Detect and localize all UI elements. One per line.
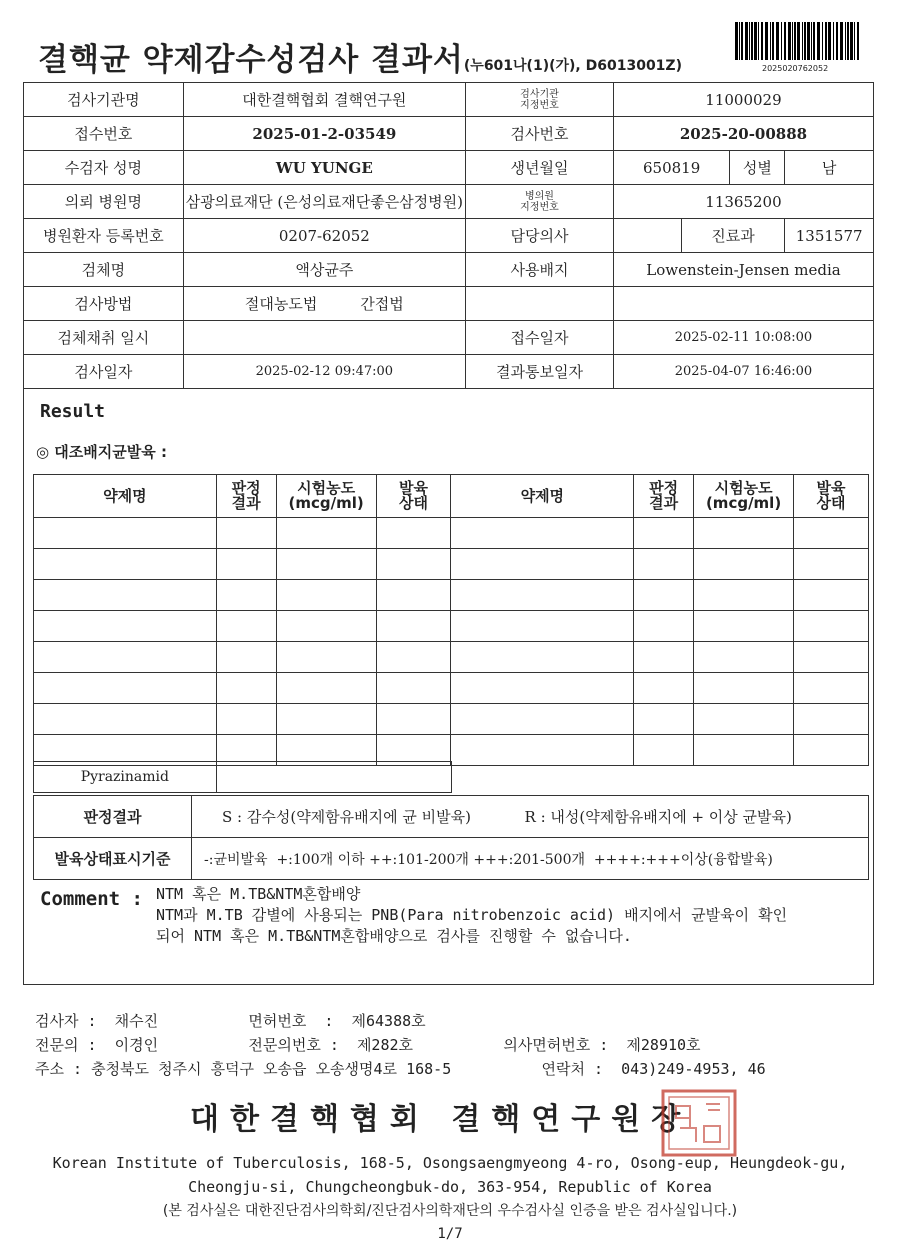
control-medium-label: ◎ 대조배지균발육 : — [36, 443, 167, 461]
label: 담당의사 — [466, 219, 614, 253]
info-row — [24, 355, 874, 389]
label: 검체채취 일시 — [24, 321, 184, 355]
label: 검사방법 — [24, 287, 184, 321]
address-line: 주소 : 충청북도 청주시 흥덕구 오송읍 오송생명4로 168-5 연락처 : 043)249-4953, 46 — [35, 1060, 766, 1078]
table-row — [34, 611, 869, 642]
document-title: 결핵균 약제감수성검사 결과서(누601나(1)(가), D6013001Z) — [38, 42, 682, 78]
info-table — [23, 82, 874, 389]
label: 검사기관명 — [24, 83, 184, 117]
certification-note: (본 검사실은 대한진단검사의학회/진단검사의학재단의 우수검사실 인증을 받은 검사실입니다.) — [162, 1203, 738, 1219]
comment-text: NTM 혹은 M.TB&NTM혼합배양 NTM과 M.TB 감별에 사용되는 PNB(Para nitrobenzoic acid) 배지에서 균발육이 확인 되어 NTM 혹은 M.TB&NTM혼합배양으로 검사를 진행할 수 없습니다. — [156, 885, 788, 945]
drug-table — [33, 474, 869, 766]
value: 절대농도법 간접법 — [183, 287, 465, 321]
value: 0207-62052 — [183, 219, 465, 253]
official-seal-stamp — [660, 1088, 738, 1158]
value: 11000029 — [613, 83, 873, 117]
value: 액상균주 — [183, 253, 465, 287]
drug-table-header — [34, 475, 869, 518]
value: 삼광의료재단 (은성의료재단좋은삼정병원) — [183, 185, 465, 219]
value: 650819 — [613, 151, 729, 185]
value: 1351577 — [785, 219, 874, 253]
label: 수검자 성명 — [24, 151, 184, 185]
label: 병원환자 등록번호 — [24, 219, 184, 253]
info-row — [24, 83, 874, 117]
info-row — [24, 219, 874, 253]
barcode-number: 2025020762052 — [762, 64, 829, 73]
result-heading: Result — [40, 401, 106, 422]
value: 남 — [785, 151, 874, 185]
pyrazinamide-table — [33, 761, 452, 793]
table-row — [34, 673, 869, 704]
judge-label: 판정결과 — [34, 796, 192, 838]
page-number: 1/7 — [437, 1226, 463, 1242]
info-row — [24, 253, 874, 287]
label: 의뢰 병원명 — [24, 185, 184, 219]
value — [613, 219, 681, 253]
legend-table — [33, 795, 869, 880]
growth-label: 발육상태표시기준 — [34, 838, 192, 880]
table-row — [34, 704, 869, 735]
label: 검사일자 — [24, 355, 184, 389]
value: 2025-04-07 16:46:00 — [613, 355, 873, 389]
label — [466, 287, 614, 321]
label: 생년월일 — [466, 151, 614, 185]
label: 검사번호 — [466, 117, 614, 151]
label: 성별 — [730, 151, 785, 185]
info-row — [24, 287, 874, 321]
label: 사용배지 — [466, 253, 614, 287]
info-row — [24, 117, 874, 151]
table-row — [34, 642, 869, 673]
english-address-1: Korean Institute of Tuberculosis, 168-5, Osongsaengmyeong 4-ro, Osong-eup, Heungdeok-gu, — [52, 1154, 848, 1172]
legend-row — [34, 838, 869, 880]
table-row — [34, 549, 869, 580]
label: 접수번호 — [24, 117, 184, 151]
col-judge: 판정 결과 — [634, 475, 694, 518]
label: 진료과 — [681, 219, 785, 253]
legend-row — [34, 796, 869, 838]
value: 2025-02-11 10:08:00 — [613, 321, 873, 355]
table-row — [34, 518, 869, 549]
value: 대한결핵협회 결핵연구원 — [183, 83, 465, 117]
label: 접수일자 — [466, 321, 614, 355]
value — [613, 287, 873, 321]
english-address-2: Cheongju-si, Chungcheongbuk-do, 363-954, Republic of Korea — [188, 1178, 712, 1196]
label: 병의원 지정번호 — [466, 185, 614, 219]
value: 2025-01-2-03549 — [183, 117, 465, 151]
col-judge: 판정 결과 — [216, 475, 276, 518]
col-conc: 시험농도 (mcg/ml) — [276, 475, 376, 518]
value — [183, 321, 465, 355]
specialist-line: 전문의 : 이경인 전문의번호 : 제282호 의사면허번호 : 제28910호 — [35, 1036, 701, 1054]
judge-criteria: S : 감수성(약제함유배지에 균 비발육) R : 내성(약제함유배지에 + 이상 균발육) — [192, 796, 869, 838]
drug-result — [216, 762, 451, 793]
col-growth: 발육 상태 — [794, 475, 869, 518]
drug-name: Pyrazinamid — [34, 762, 217, 793]
value: 2025-02-12 09:47:00 — [183, 355, 465, 389]
table-row — [34, 580, 869, 611]
value: Lowenstein-Jensen media — [613, 253, 873, 287]
info-row — [24, 151, 874, 185]
info-row — [24, 321, 874, 355]
label: 결과통보일자 — [466, 355, 614, 389]
value: 11365200 — [613, 185, 873, 219]
growth-criteria: -:균비발육 +:100개 이하 ++:101-200개 +++:201-500개 ++++:+++이상(융합발육) — [192, 838, 869, 880]
organization-name: 대한결핵협회 결핵연구원장 — [190, 1102, 692, 1137]
table-row — [34, 762, 452, 793]
label: 검사기관 지정번호 — [466, 83, 614, 117]
value: WU YUNGE — [183, 151, 465, 185]
comment-label: Comment : — [40, 888, 143, 910]
col-conc: 시험농도 (mcg/ml) — [694, 475, 794, 518]
info-row — [24, 185, 874, 219]
col-drug: 약제명 — [34, 475, 217, 518]
value: 2025-20-00888 — [613, 117, 873, 151]
label: 검체명 — [24, 253, 184, 287]
col-growth: 발육 상태 — [376, 475, 451, 518]
barcode — [733, 22, 863, 62]
col-drug: 약제명 — [451, 475, 634, 518]
examiner-line: 검사자 : 채수진 면허번호 : 제64388호 — [35, 1012, 426, 1030]
